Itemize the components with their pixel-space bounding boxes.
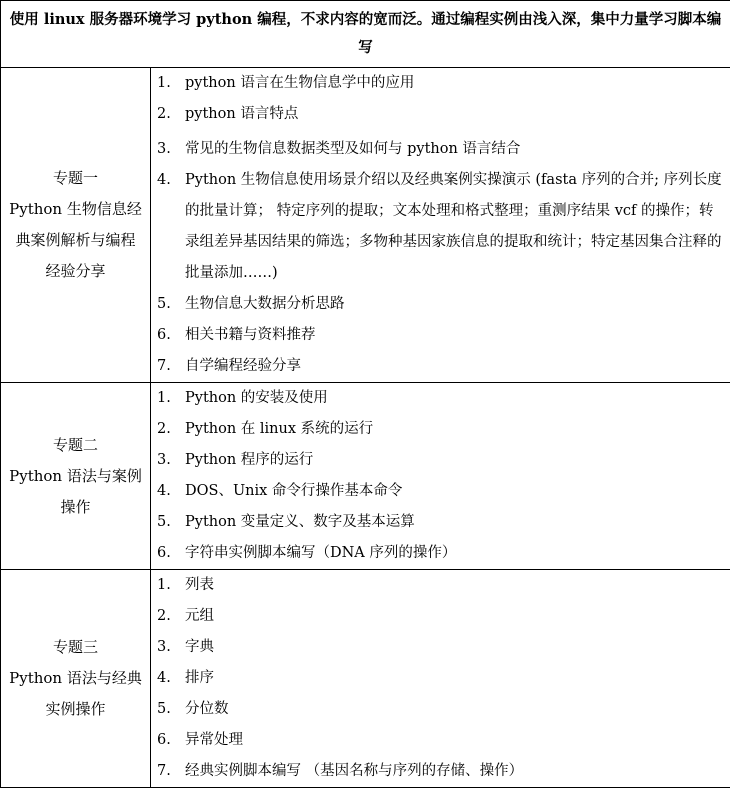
- item-number: 7.: [151, 756, 185, 787]
- item-text: Python 程序的运行: [185, 445, 722, 476]
- topic-items-2: [151, 383, 730, 570]
- item-number: 6.: [151, 320, 185, 351]
- list-item: [151, 351, 722, 382]
- topic-name: 专题二: [1, 430, 150, 461]
- list-item: [151, 538, 722, 569]
- topic-subtitle-line: Python 语法与经典: [1, 663, 150, 694]
- list-item: [151, 507, 722, 538]
- item-text: Python 变量定义、数字及基本运算: [185, 507, 722, 538]
- list-item: [151, 570, 722, 601]
- list-item: [151, 725, 722, 756]
- item-number: 3.: [151, 632, 185, 663]
- topic-label-2: [1, 383, 151, 570]
- item-text: 元组: [185, 601, 722, 632]
- list-item: [151, 445, 722, 476]
- item-text: Python 的安装及使用: [185, 383, 722, 414]
- item-number: 5.: [151, 289, 185, 320]
- list-item: [151, 68, 722, 99]
- item-number: 2.: [151, 601, 185, 632]
- item-text: 分位数: [185, 694, 722, 725]
- item-text: 相关书籍与资料推荐: [185, 320, 722, 351]
- item-number: 4.: [151, 476, 185, 507]
- item-number: 7.: [151, 351, 185, 382]
- topic-items-1: [151, 68, 730, 383]
- topic-name: 专题三: [1, 632, 150, 663]
- list-item: [151, 320, 722, 351]
- item-text: 生物信息大数据分析思路: [185, 289, 722, 320]
- list-item: [151, 601, 722, 632]
- list-item: [151, 632, 722, 663]
- item-number: 3.: [151, 445, 185, 476]
- item-number: 6.: [151, 538, 185, 569]
- course-description: 使用 linux 服务器环境学习 python 编程，不求内容的宽而泛。通过编程实例由浅入深，集中力量学习脚本编写: [1, 1, 730, 68]
- header-row: [1, 1, 730, 68]
- topic-subtitle-line: Python 语法与案例: [1, 461, 150, 492]
- item-text: python 语言在生物信息学中的应用: [185, 68, 722, 99]
- list-item: [151, 134, 722, 165]
- item-text: 字典: [185, 632, 722, 663]
- item-number: 4.: [151, 165, 185, 289]
- item-number: 5.: [151, 507, 185, 538]
- topic-subtitle-line: 典案例解析与编程: [1, 225, 150, 256]
- list-item: [151, 383, 722, 414]
- topic-row-2: [1, 383, 730, 570]
- list-item: [151, 289, 722, 320]
- item-number: 4.: [151, 663, 185, 694]
- item-text: 列表: [185, 570, 722, 601]
- item-number: 1.: [151, 383, 185, 414]
- list-item: [151, 663, 722, 694]
- item-number: 2.: [151, 414, 185, 445]
- topic-items-3: [151, 570, 730, 788]
- item-text: 字符串实例脚本编写（DNA 序列的操作）: [185, 538, 722, 569]
- item-list: [151, 383, 722, 569]
- item-number: 1.: [151, 68, 185, 99]
- list-item: [151, 756, 722, 787]
- topic-row-3: [1, 570, 730, 788]
- item-text: 排序: [185, 663, 722, 694]
- item-text: 经典实例脚本编写 （基因名称与序列的存储、操作）: [185, 756, 722, 787]
- item-text: 自学编程经验分享: [185, 351, 722, 382]
- item-text: python 语言特点: [185, 99, 722, 130]
- topic-subtitle-line: Python 生物信息经: [1, 194, 150, 225]
- list-item: [151, 694, 722, 725]
- topic-label-3: [1, 570, 151, 788]
- item-number: 3.: [151, 134, 185, 165]
- item-list: [151, 68, 722, 382]
- topic-subtitle-line: 经验分享: [1, 256, 150, 287]
- topic-subtitle-line: 实例操作: [1, 694, 150, 725]
- item-text: Python 生物信息使用场景介绍以及经典案例实操演示 (fasta 序列的合并; 序列长度的批量计算； 特定序列的提取；文本处理和格式整理；重测序结果 vcf 的操作；转录组差异基因结果的筛选；多物种基因家族信息的提取和统计；特定基因集合注释的批量添加……): [185, 165, 722, 289]
- list-item: [151, 476, 722, 507]
- item-number: 5.: [151, 694, 185, 725]
- item-number: 1.: [151, 570, 185, 601]
- topic-subtitle-line: 操作: [1, 492, 150, 523]
- list-item: [151, 165, 722, 289]
- item-number: 6.: [151, 725, 185, 756]
- item-text: 异常处理: [185, 725, 722, 756]
- item-text: Python 在 linux 系统的运行: [185, 414, 722, 445]
- list-item: [151, 99, 722, 130]
- item-text: 常见的生物信息数据类型及如何与 python 语言结合: [185, 134, 722, 165]
- list-item: [151, 414, 722, 445]
- topic-label-1: [1, 68, 151, 383]
- topic-name: 专题一: [1, 163, 150, 194]
- item-number: 2.: [151, 99, 185, 130]
- item-list: [151, 570, 722, 787]
- item-text: DOS、Unix 命令行操作基本命令: [185, 476, 722, 507]
- topic-row-1: [1, 68, 730, 383]
